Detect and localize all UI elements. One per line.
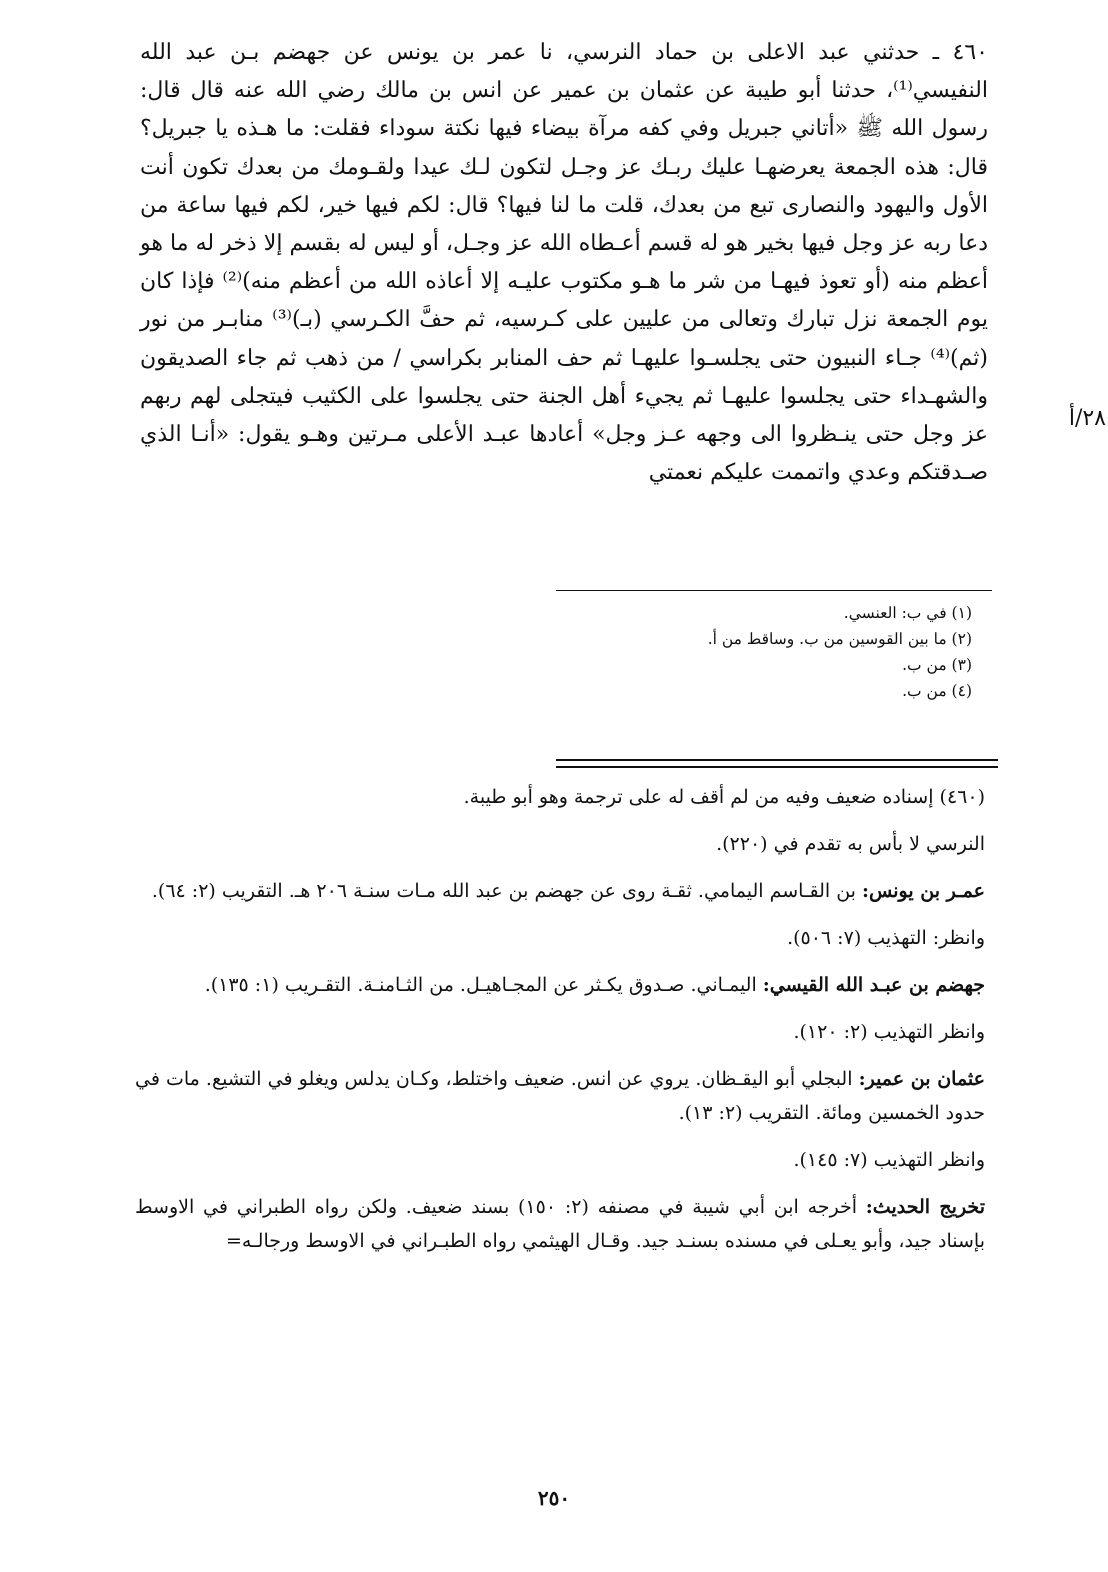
footnote-rule xyxy=(556,590,992,591)
footnote-3: (٣) من ب. xyxy=(902,656,972,674)
double-rule-bottom xyxy=(556,766,998,768)
footnote-1: (١) في ب: العنسي. xyxy=(843,604,972,622)
variant-footnotes xyxy=(556,600,972,704)
commentary-tahdhib-3: وانظر التهذيب (٧: ١٤٥). xyxy=(793,1149,985,1171)
commentary-jahdam: جهضم بن عبـد الله القيسي: اليمـاني. صـدوق يكـثر عن المجـاهيـل. من الثـامنـة. التقـريب (١: ١٣٥). xyxy=(204,974,985,996)
commentary-umar-bin-yunus: عمـر بن يونس: بن القـاسم اليمامي. ثقـة روى عن جهضم بن عبد الله مـات سنـة ٢٠٦ هـ. التقريب (٢: ٦٤). xyxy=(151,880,985,902)
footnote-2: (٢) ما بين القوسين من ب. وساقط من أ. xyxy=(707,630,972,648)
hadith-text xyxy=(140,34,988,492)
commentary-narsi: النرسي لا بأس به تقدم في (٢٢٠). xyxy=(716,833,985,855)
page-number: ٢٥٠ xyxy=(537,1486,571,1510)
double-rule-top xyxy=(556,759,998,761)
hadith-paragraph: ٤٦٠ ـ حدثني عبد الاعلى بن حماد النرسي، نا عمر بن يونس عن جهضم بـن عبد الله النفيسي⁽¹⁾، حدثنا أبو طيبة عن عثمان بن عمير عن انس بن مالك رضي الله عنه قال قال: رسول الله ﷺ «أتاني جبريل وفي كفه مرآة بيضاء فيها نكتة سوداء فقلت: ما هـذه يا جبريل؟ قال: هذه الجمعة يعرضهـا عليك ربـك عز وجـل لتكون لـك عيدا ولقـومك من بعدك تكون أنت الأول واليهود والنصارى تبع من بعدك، قلت ما لنا فيها؟ قال: لكم فيها خير، لكم فيها ساعة من دعا ربه عز وجل فيها بخير هو له قسم أعـطاه الله عز وجـل، أو ليس له بقسم إلا ذخر له ما هو أعظم منه (أو تعوذ فيهـا من شر ما هـو مكتوب عليـه إلا أعاذه الله من أعظم منه)⁽²⁾ فإذا كان يوم الجمعة نزل تبارك وتعالى من عليين على كـرسيه، ثم حفَّ الكـرسي (بـ)⁽³⁾ منابـر من نور (ثم)⁽⁴⁾ جـاء النبيون حتى يجلسـوا عليهـا ثم حف المنابر بكراسي / من ذهب ثم جاء الصديقون والشهـداء حتى يجلسوا عليهـا ثم يجيء أهل الجنة حتى يجلسوا على الكثيب فيتجلى لهم ربهم عز وجل حتى ينـظروا الى وجهه عـز وجل» أعادها عبـد الأعلى مـرتين وهـو يقول: «أنـا الذي صـدقتكم وعدي واتممت عليكم نعمتي xyxy=(140,40,989,486)
margin-folio-note: ٢٨/أ xyxy=(1068,406,1106,431)
commentary-takhrij: تخريج الحديث: أخرجه ابن أبي شيبة في مصنفه (٢: ١٥٠) بسند ضعيف. ولكن رواه الطبراني في الاوسط بإسناد جيد، وأبو يعـلى في مسنده بسنـد جيد. وقـال الهيثمي رواه الطبـراني في الاوسط ورجالـه= xyxy=(135,1196,985,1252)
commentary-isnad: (٤٦٠) إسناده ضعيف وفيه من لم أقف له على ترجمة وهو أبو طيبة. xyxy=(463,786,985,808)
commentary-uthman-bin-umair: عثمان بن عمير: البجلي أبو اليقـظان. يروي عن انس. ضعيف واختلط، وكـان يدلس ويغلو في التشيع. مات في حدود الخمسين ومائة. التقريب (٢: ١٣). xyxy=(135,1068,985,1124)
commentary xyxy=(135,780,985,1271)
footnote-4: (٤) من ب. xyxy=(902,682,972,700)
commentary-tahdhib-2: وانظر التهذيب (٢: ١٢٠). xyxy=(793,1021,985,1043)
commentary-tahdhib-1: وانظر: التهذيب (٧: ٥٠٦). xyxy=(787,927,985,949)
